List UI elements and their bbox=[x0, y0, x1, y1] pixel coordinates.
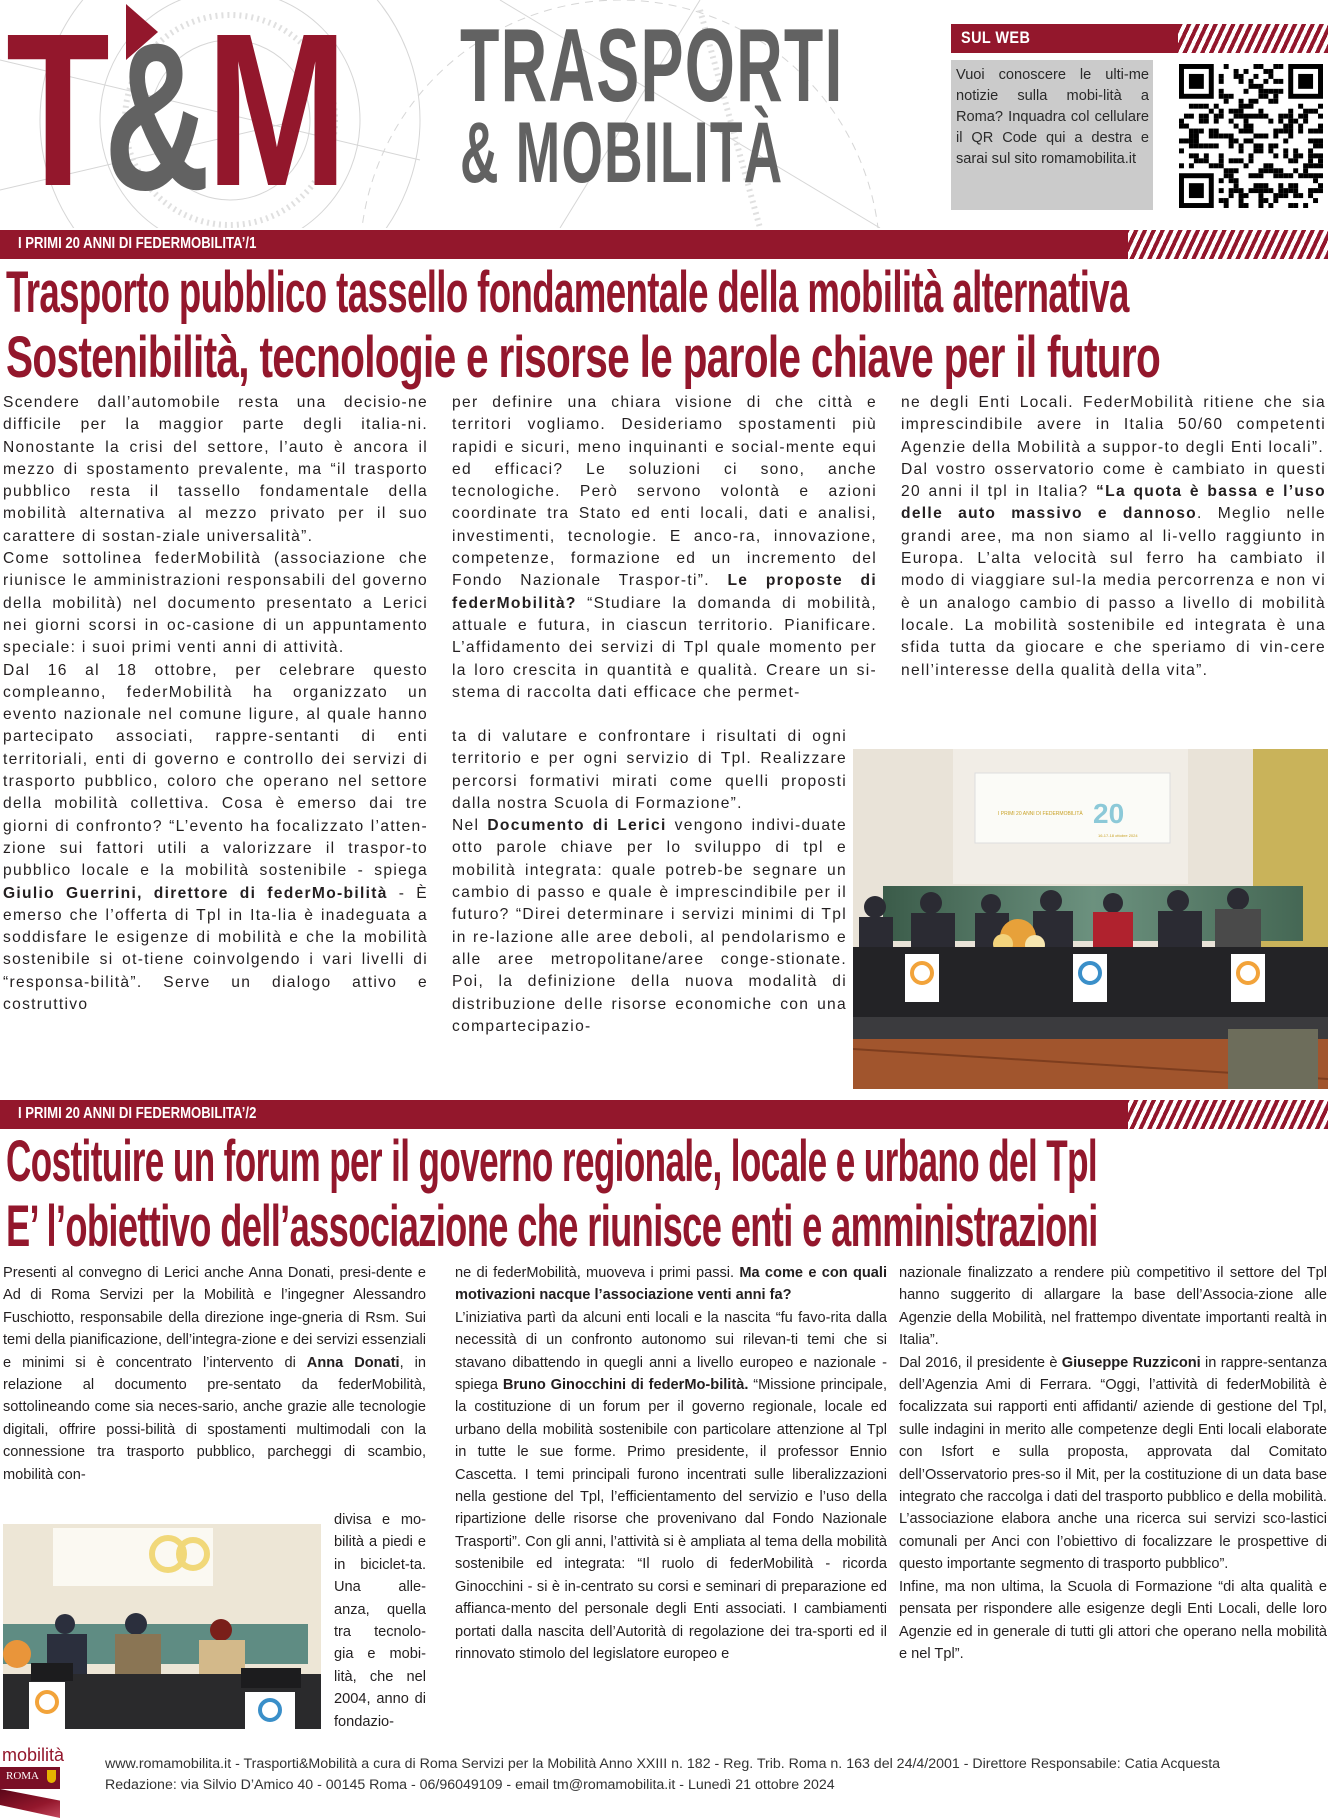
article1-headline: Trasporto pubblico tassello fondamentale della mobilità alternativa bbox=[6, 260, 1129, 325]
paragraph: per definire una chiara visione di che città e territori vogliamo. Desideriamo spostamenti più rapidi e sicuri, meno inquinanti e social-mente equi ed efficaci? Le soluzioni ci sono, anche tecnologiche. Però servono volontà e azioni coordinate tra Stato ed enti locali, dati e analisi, investimenti, tecnologie. E anco-ra, innovazione, competenze, formazione ed un incremento del Fondo Nazionale Traspor-ti”. Le proposte di federMobilità? “Studiare la domanda di mobilità, attuale e futura, in ciascun territorio. Pianificare. L’affidamento dei servizi di Tpl quale momento per la loro crescita in quantità e qualità. Creare un si-stema di raccolta dati efficace che permet- bbox=[452, 394, 877, 701]
paragraph: divisa e mo-bilità a piedi e in biciclet-ta. Una alle-anza, quella tra tecnolo-gia e mobi-lità, che nel 2004, anno di fondazio- bbox=[334, 1512, 426, 1730]
sul-web-header bbox=[951, 24, 1328, 53]
logo-word: mobilità bbox=[2, 1745, 65, 1765]
article2-kicker: I PRIMI 20 ANNI DI FEDERMOBILITA’/2 bbox=[18, 1105, 257, 1122]
colophon bbox=[105, 1754, 1220, 1796]
paragraph: L’iniziativa partì da alcuni enti locali e la nascita “fu favo-rita dalla necessità di un confronto autonomo sui rilevan-ti temi che si stavano dibattendo in quegli anni a livello europeo e nazionale - spiega Bruno Ginocchini di federMo-bilità. “Missione principale, la costituzione di un forum per il governo regionale, locale ed urbano della mobilità sostenibile con particolare attenzione al Tpl in tutte le sue forme. Primo presidente, il professor Ennio Cascetta. I temi principali furono incentrati sulle liberalizzazioni nella gestione del Tpl, l’efficientamento del servizio e l’uso della ripartizione delle risorse che provenivano dal Fondo Nazionale Trasporti”. Con gli anni, l’attività si è ampliata al tema della mobilità sostenibile ed integrata: “Il ruolo di federMobilità - ricorda Ginocchini - si è in-centrato su corsi e seminari di preparazione ed affianca-mento del personale degli Enti associati. I cambiamenti portati dalla nascita dell’Autorità di regolazione dei tra-sporti ed il rinnovato stimolo del legislatore europeo e bbox=[455, 1309, 888, 1662]
article2-subheadline: E’ l’obiettivo dell’associazione che riunisce enti e amministrazioni bbox=[6, 1194, 1098, 1259]
ribbon-decoration bbox=[0, 1789, 60, 1818]
brand-title-line2: & MOBILITÀ bbox=[460, 105, 784, 201]
masthead bbox=[0, 0, 940, 228]
article1-column-2b bbox=[452, 726, 847, 1038]
colophon-line-1: www.romamobilita.it - Trasporti&Mobilità a cura di Roma Servizi per la Mobilità Anno XXIII n. 182 - Reg. Trib. Roma n. 163 del 24/4/2001 - Direttore Responsabile: Catia Acquesta bbox=[105, 1756, 1221, 1772]
article2-kicker-bar bbox=[0, 1100, 1328, 1129]
bold-name: Giuseppe Ruzziconi bbox=[1061, 1354, 1201, 1371]
article2-column-3 bbox=[899, 1262, 1327, 1665]
bold-name: Giulio Guerrini, direttore di federMo-bilità bbox=[3, 884, 388, 902]
paragraph: Infine, ma non ultima, la Scuola di Formazione “di alta qualità e pensata per rispondere alle esigenze degli Enti Locali, delle loro Agenzie ed in generale di tutti gli attori che operano nella mobilità e nel Tpl”. bbox=[899, 1578, 1327, 1662]
paragraph: ne degli Enti Locali. FederMobilità ritiene che sia imprescindibile avere in Italia 50/60 competenti Agenzie della Mobilità a suppor-to degli Enti locali”. bbox=[901, 394, 1326, 456]
sul-web-box bbox=[951, 24, 1328, 167]
roma-mobilita-logo[interactable] bbox=[0, 1745, 72, 1818]
tm-logo: T & M bbox=[6, 0, 348, 228]
logo-city: ROMA bbox=[6, 1770, 40, 1782]
paragraph: Presenti al convegno di Lerici anche Anna Donati, presi-dente e Ad di Roma Servizi per la Mobilità e l’ingegner Alessandro Fuschiotto, responsabile della direzione inge-gneria di Rsm. Sui temi della pianificazione, dell’integra-zione e dei servizi essenziali e minimi si è concentrato l’intervento di Anna Donati, in relazione al documento pre-sentato da federMobilità, sottolineando come sia neces-sario, anche grazie alle tecnologie digitali, offrire possi-bilità di spostamenti multimodali con la connessione tra trasporto pubblico, parcheggi di scambio, mobilità con- bbox=[3, 1265, 426, 1483]
article2-column-1-wrap bbox=[334, 1509, 426, 1733]
article1-column-2 bbox=[452, 392, 877, 704]
article2-column-1 bbox=[3, 1262, 426, 1486]
article1-kicker-bar bbox=[0, 230, 1328, 259]
paragraph: ne di federMobilità, muoveva i primi passi. Ma come e con quali motivazioni nacque l’associazione venti anni fa? bbox=[455, 1265, 887, 1304]
paragraph: Dal 2016, il presidente è Giuseppe Ruzziconi in rappre-sentanza dell’Agenzia Ami di Ferrara. “Oggi, l’attività di federMobilità è focalizzata sui rapporti enti affidanti/ aziende di gestione del Tpl, sulle indagini in merito alle competenze degli Enti locali elaborate con Isfort e sulla proposta, approvata dal Comitato dell’Osservatorio pres-so il Mit, per la costituzione di un data base integrato che raccolga i dati del trasporto pubblico e della mobilità. L’associazione elabora anche una ricerca sui servizi sco-lastici comunali per Anci con l’obiettivo di focalizzare le prospettive di questo importante segmento di trasporto pubblico”. bbox=[899, 1354, 1327, 1573]
bold-question: Le proposte di federMobilità? bbox=[452, 572, 877, 612]
conference-photo-1 bbox=[853, 749, 1328, 1089]
stripes-decoration bbox=[1128, 1100, 1328, 1129]
sul-web-title: SUL WEB bbox=[961, 28, 1031, 47]
article1-column-1 bbox=[3, 392, 428, 1016]
bold-name: Bruno Ginocchini di federMo-bilità. bbox=[502, 1377, 749, 1394]
qr-code-icon[interactable] bbox=[1179, 64, 1323, 208]
bold-document: Documento di Lerici bbox=[487, 817, 667, 835]
colophon-line-2: Redazione: via Silvio D’Amico 40 - 00145 Roma - 06/96049109 - email tm@romamobilita.it - Lunedì 21 ottobre 2024 bbox=[105, 1777, 835, 1793]
article1-column-3 bbox=[901, 392, 1326, 682]
paragraph: Scendere dall’automobile resta una decisio-ne difficile per la maggior parte degli italia-ni. Nonostante la crisi del settore, l’auto è ancora il mezzo di spostamento prevalente, ma “il trasporto pubblico resta il tassello fondamentale della mobilità alternativa al mezzo privato per il suo carattere di sostan-ziale universalità”. bbox=[3, 394, 428, 545]
sul-web-text: Vuoi conoscere le ulti-me notizie sulla mobi-lità a Roma? Inquadra col cellulare il QR Code qui a destra e sarai sul sito romamobilita.it bbox=[951, 60, 1153, 210]
paragraph: Dal 16 al 18 ottobre, per celebrare questo compleanno, federMobilità ha organizzato un evento nazionale nel comune ligure, al quale hanno partecipato associati, rappre-sentanti di enti territoriali, enti di governo e controllo dei servizi di trasporto pubblico, coloro che operano nel settore della mobilità collettiva. Cosa è emerso dai tre giorni di confronto? “L’evento ha focalizzato l’atten-zione sui fattori utili a valorizzare il traspor-to pubblico locale e la mobilità sostenibile - spiega Giulio Guerrini, direttore di federMo-bilità - È emerso che l’offerta di Tpl in Ita-lia è inadeguata a soddisfare le esigenze di mobilità e che la mobilità sostenibile si ot-tiene coinvolgendo i vari livelli di “responsa-bilità”. Serve un dialogo attivo e costruttivo bbox=[3, 661, 428, 1014]
article1-kicker: I PRIMI 20 ANNI DI FEDERMOBILITA’/1 bbox=[18, 235, 257, 252]
shield-icon bbox=[47, 1770, 56, 1783]
conference-photo-2 bbox=[3, 1524, 321, 1729]
slide-title: I PRIMI 20 ANNI DI FEDERMOBILITÀ bbox=[998, 811, 1083, 817]
stripes-decoration bbox=[1128, 230, 1328, 259]
paragraph: nazionale finalizzato a rendere più competitivo il settore del Tpl hanno suggerito di allargare la base dell’Associa-zione alle Agenzie della Mobilità, nel frattempo diventate importanti realtà in Italia”. bbox=[899, 1265, 1327, 1349]
brand-title-line1: TRASPORTI bbox=[460, 8, 844, 124]
paragraph: Come sottolinea federMobilità (associazione che riunisce le amministrazioni responsabili del governo della mobilità) nel documento presentato a Lerici nei giorni scorsi in oc-casione di un appuntamento speciale: i suoi primi venti anni di attività. bbox=[3, 550, 428, 657]
article1-subheadline: Sostenibilità, tecnologie e risorse le parole chiave per il futuro bbox=[6, 325, 1161, 390]
paragraph: ta di valutare e confrontare i risultati di ogni territorio e per ogni servizio di Tpl. Realizzare percorsi formativi mirati come quelli proposti dalla nostra Scuola di Formazione”. bbox=[452, 728, 847, 812]
bold-question: Ma come e con quali motivazioni nacque l’associazione venti anni fa? bbox=[455, 1265, 887, 1304]
paragraph: Nel Documento di Lerici vengono indivi-duate otto parole chiave per lo sviluppo di tpl e mobilità integrata: quale potreb-be segnare un cambio di passo e quale è imprescindibile per il futuro? “Direi determinare i servizi minimi di Tpl in re-lazione alle aree deboli, al pendolarismo e alle aree metropolitane/aree conge-stionate. Poi, la definizione della nuova modalità di distribuzione delle risorse economiche con una compartecipazio- bbox=[452, 817, 847, 1035]
article2-headline: Costituire un forum per il governo regionale, locale e urbano del Tpl bbox=[6, 1129, 1098, 1194]
stripes-decoration bbox=[1178, 24, 1328, 53]
article2-column-2 bbox=[455, 1262, 887, 1665]
arrow-icon bbox=[126, 4, 158, 60]
conference-panel-image bbox=[853, 749, 1328, 1089]
bold-quote: “La quota è bassa e l’uso delle auto massivo e dannoso bbox=[901, 483, 1326, 523]
slide-number: 20 bbox=[1093, 798, 1125, 829]
conference-panel-image bbox=[3, 1524, 321, 1729]
bold-name: Anna Donati bbox=[306, 1354, 400, 1371]
slide-dates: 16-17-18 ottobre 2024 bbox=[1098, 833, 1138, 838]
paragraph: Dal vostro osservatorio come è cambiato in questi 20 anni il tpl in Italia? “La quota è bassa e l’uso delle auto massivo e dannoso. Meglio nelle grandi aree, ma non siamo al li-vello raggiunto in Europa. L’alta velocità sul ferro ha cambiato il modo di viaggiare sul-la media percorrenza e non vi è un analogo cambio di passo a livello di mobilità locale. La mobilità sostenibile ed integrata è una sfida tutta da giocare e che speriamo di vin-cere nell’interesse della qualità della vita”. bbox=[901, 460, 1326, 679]
